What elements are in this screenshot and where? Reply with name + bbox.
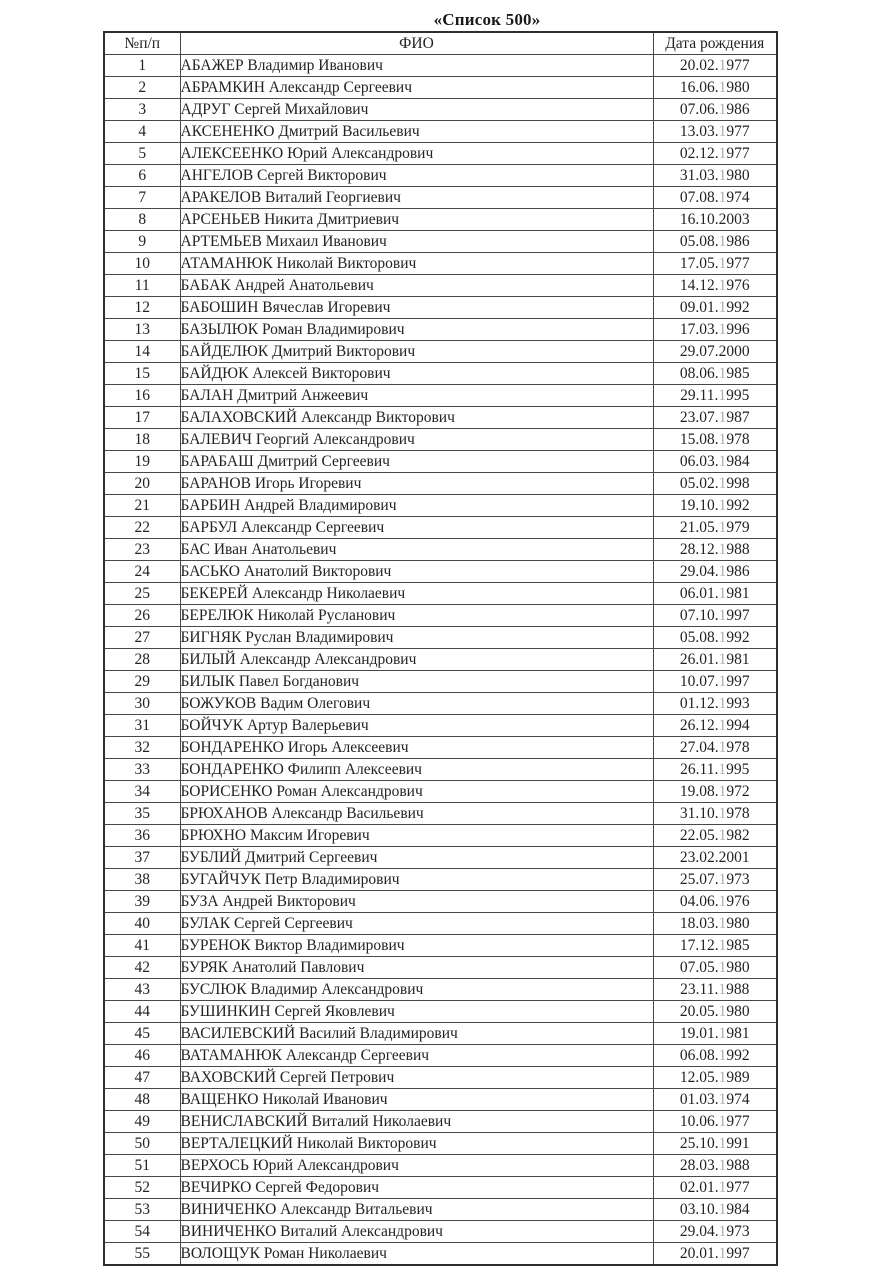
cell-dob: 07.06.1986 [653,99,777,121]
cell-num: 16 [104,385,180,407]
cell-dob: 06.01.1981 [653,583,777,605]
cell-num: 55 [104,1243,180,1266]
cell-num: 17 [104,407,180,429]
cell-name: АЛЕКСЕЕНКО Юрий Александрович [180,143,653,165]
faint-year-digit: 1 [718,255,727,272]
cell-name: ВАСИЛЕВСКИЙ Василий Владимирович [180,1023,653,1045]
cell-name: АБРАМКИН Александр Сергеевич [180,77,653,99]
table-row [104,693,777,715]
table-row [104,539,777,561]
table-row [104,517,777,539]
cell-dob: 01.12.1993 [653,693,777,715]
table-row [104,979,777,1001]
cell-name: БУСЛЮК Владимир Александрович [180,979,653,1001]
cell-name: БУРЕНОК Виктор Владимирович [180,935,653,957]
table-row [104,275,777,297]
cell-name: БАЙДЕЛЮК Дмитрий Викторович [180,341,653,363]
cell-num: 54 [104,1221,180,1243]
cell-dob: 06.08.1992 [653,1045,777,1067]
cell-name: ВЕЧИРКО Сергей Федорович [180,1177,653,1199]
cell-dob: 25.10.1991 [653,1133,777,1155]
cell-dob: 27.04.1978 [653,737,777,759]
faint-year-digit: 1 [718,629,727,646]
faint-year-digit: 1 [718,783,727,800]
table-row [104,297,777,319]
column-header-fio: ФИО [180,32,653,55]
cell-name: БАЛАН Дмитрий Анжеевич [180,385,653,407]
faint-year-digit: 1 [718,1201,727,1218]
cell-num: 45 [104,1023,180,1045]
cell-num: 44 [104,1001,180,1023]
cell-dob: 31.10.1978 [653,803,777,825]
cell-dob: 07.08.1974 [653,187,777,209]
cell-name: ВЕНИСЛАВСКИЙ Виталий Николаевич [180,1111,653,1133]
cell-dob: 17.12.1985 [653,935,777,957]
cell-num: 6 [104,165,180,187]
cell-num: 28 [104,649,180,671]
cell-num: 19 [104,451,180,473]
table-row [104,495,777,517]
cell-num: 2 [104,77,180,99]
cell-name: БАРБУЛ Александр Сергеевич [180,517,653,539]
table-row [104,1023,777,1045]
cell-dob: 28.03.1988 [653,1155,777,1177]
cell-num: 14 [104,341,180,363]
cell-num: 34 [104,781,180,803]
faint-year-digit: 1 [718,497,727,514]
faint-year-digit: 1 [718,805,727,822]
cell-name: БАЛАХОВСКИЙ Александр Викторович [180,407,653,429]
faint-year-digit: 1 [718,651,727,668]
cell-dob: 02.12.1977 [653,143,777,165]
cell-name: АРСЕНЬЕВ Никита Дмитриевич [180,209,653,231]
table-row [104,121,777,143]
faint-year-digit: 1 [718,541,727,558]
cell-dob: 26.11.1995 [653,759,777,781]
cell-num: 32 [104,737,180,759]
cell-dob: 29.04.1973 [653,1221,777,1243]
column-header-dob: Дата рождения [653,32,777,55]
faint-year-digit: 1 [718,189,727,206]
faint-year-digit: 1 [718,1113,727,1130]
cell-name: БРЮХАНОВ Александр Васильевич [180,803,653,825]
cell-name: БУГАЙЧУК Петр Владимирович [180,869,653,891]
faint-year-digit: 1 [718,717,727,734]
faint-year-digit: 1 [718,695,727,712]
cell-num: 51 [104,1155,180,1177]
cell-name: БОНДАРЕНКО Игорь Алексеевич [180,737,653,759]
table-row [104,1155,777,1177]
cell-name: ВЕРТАЛЕЦКИЙ Николай Викторович [180,1133,653,1155]
document-title: «Список 500» [433,10,541,29]
table-row [104,99,777,121]
column-header-num: №п/п [104,32,180,55]
cell-dob: 02.01.1977 [653,1177,777,1199]
cell-num: 22 [104,517,180,539]
faint-year-digit: 1 [718,827,727,844]
cell-name: ВОЛОЩУК Роман Николаевич [180,1243,653,1266]
cell-name: АРТЕМЬЕВ Михаил Иванович [180,231,653,253]
cell-name: БАЙДЮК Алексей Викторович [180,363,653,385]
cell-dob: 21.05.1979 [653,517,777,539]
faint-year-digit: 1 [718,79,727,96]
cell-name: БАБАК Андрей Анатольевич [180,275,653,297]
cell-num: 4 [104,121,180,143]
cell-num: 39 [104,891,180,913]
table-row [104,1243,777,1266]
table-body [104,55,777,1266]
cell-num: 30 [104,693,180,715]
cell-dob: 16.10.2003 [653,209,777,231]
table-row [104,231,777,253]
cell-num: 52 [104,1177,180,1199]
cell-name: БИЛЫК Павел Богданович [180,671,653,693]
cell-num: 21 [104,495,180,517]
faint-year-digit: 1 [718,871,727,888]
faint-year-digit: 1 [718,233,727,250]
table-row [104,627,777,649]
faint-year-digit: 1 [718,959,727,976]
cell-dob: 12.05.1989 [653,1067,777,1089]
cell-name: АНГЕЛОВ Сергей Викторович [180,165,653,187]
faint-year-digit: 1 [718,1025,727,1042]
cell-num: 40 [104,913,180,935]
table-row [104,957,777,979]
faint-year-digit: 1 [718,409,727,426]
cell-name: ВЕРХОСЬ Юрий Александрович [180,1155,653,1177]
cell-name: БОНДАРЕНКО Филипп Алексеевич [180,759,653,781]
table-row [104,77,777,99]
table-row [104,913,777,935]
cell-name: БУБЛИЙ Дмитрий Сергеевич [180,847,653,869]
faint-year-digit: 1 [718,761,727,778]
cell-dob: 23.07.1987 [653,407,777,429]
cell-dob: 22.05.1982 [653,825,777,847]
cell-num: 5 [104,143,180,165]
table-row [104,737,777,759]
faint-year-digit: 1 [718,365,727,382]
cell-name: ВИНИЧЕНКО Виталий Александрович [180,1221,653,1243]
faint-year-digit: 1 [718,321,727,338]
cell-dob: 29.07.2000 [653,341,777,363]
cell-dob: 10.07.1997 [653,671,777,693]
faint-year-digit: 1 [718,299,727,316]
cell-num: 24 [104,561,180,583]
table-row [104,803,777,825]
cell-num: 35 [104,803,180,825]
table-row [104,319,777,341]
cell-name: БАС Иван Анатольевич [180,539,653,561]
cell-dob: 06.03.1984 [653,451,777,473]
cell-num: 47 [104,1067,180,1089]
table-row [104,935,777,957]
cell-num: 31 [104,715,180,737]
cell-name: БУРЯК Анатолий Павлович [180,957,653,979]
table-row [104,209,777,231]
cell-dob: 17.05.1977 [653,253,777,275]
cell-num: 11 [104,275,180,297]
faint-year-digit: 1 [718,1179,727,1196]
cell-dob: 31.03.1980 [653,165,777,187]
cell-name: АБАЖЕР Владимир Иванович [180,55,653,77]
faint-year-digit: 1 [718,145,727,162]
cell-num: 9 [104,231,180,253]
cell-name: АКСЕНЕНКО Дмитрий Васильевич [180,121,653,143]
table-row [104,825,777,847]
faint-year-digit: 1 [718,673,727,690]
faint-year-digit: 1 [718,167,727,184]
table-row [104,1133,777,1155]
cell-dob: 25.07.1973 [653,869,777,891]
cell-num: 15 [104,363,180,385]
cell-num: 46 [104,1045,180,1067]
cell-name: БАЛЕВИЧ Георгий Александрович [180,429,653,451]
table-row [104,583,777,605]
table-row [104,1221,777,1243]
table-row [104,473,777,495]
faint-year-digit: 1 [718,277,727,294]
cell-num: 37 [104,847,180,869]
cell-name: БАЗЫЛЮК Роман Владимирович [180,319,653,341]
cell-dob: 29.04.1986 [653,561,777,583]
faint-year-digit: 1 [718,981,727,998]
table-row [104,1067,777,1089]
faint-year-digit: 1 [718,453,727,470]
faint-year-digit: 1 [718,915,727,932]
cell-num: 48 [104,1089,180,1111]
cell-num: 25 [104,583,180,605]
faint-year-digit: 1 [718,585,727,602]
cell-dob: 19.08.1972 [653,781,777,803]
cell-name: БЕРЕЛЮК Николай Русланович [180,605,653,627]
cell-num: 36 [104,825,180,847]
cell-num: 50 [104,1133,180,1155]
cell-dob: 08.06.1985 [653,363,777,385]
cell-name: БУЛАК Сергей Сергеевич [180,913,653,935]
table-row [104,429,777,451]
cell-num: 41 [104,935,180,957]
cell-name: ВАХОВСКИЙ Сергей Петрович [180,1067,653,1089]
cell-name: ВАЩЕНКО Николай Иванович [180,1089,653,1111]
table-row [104,165,777,187]
cell-dob: 07.05.1980 [653,957,777,979]
faint-year-digit: 1 [718,607,727,624]
cell-name: БУЗА Андрей Викторович [180,891,653,913]
table-row [104,649,777,671]
cell-dob: 01.03.1974 [653,1089,777,1111]
cell-num: 26 [104,605,180,627]
table-row [104,1177,777,1199]
cell-dob: 17.03.1996 [653,319,777,341]
cell-num: 23 [104,539,180,561]
faint-year-digit: 1 [718,937,727,954]
cell-num: 10 [104,253,180,275]
cell-num: 20 [104,473,180,495]
cell-name: ВАТАМАНЮК Александр Сергеевич [180,1045,653,1067]
cell-name: БЕКЕРЕЙ Александр Николаевич [180,583,653,605]
cell-name: АДРУГ Сергей Михайлович [180,99,653,121]
cell-num: 18 [104,429,180,451]
cell-num: 7 [104,187,180,209]
faint-year-digit: 1 [718,123,727,140]
cell-dob: 13.03.1977 [653,121,777,143]
cell-num: 53 [104,1199,180,1221]
cell-dob: 05.08.1992 [653,627,777,649]
cell-name: БИГНЯК Руслан Владимирович [180,627,653,649]
cell-dob: 23.11.1988 [653,979,777,1001]
cell-num: 8 [104,209,180,231]
cell-dob: 05.02.1998 [653,473,777,495]
faint-year-digit: 1 [718,739,727,756]
table-row [104,143,777,165]
cell-dob: 26.12.1994 [653,715,777,737]
table-row [104,407,777,429]
cell-name: БАРАБАШ Дмитрий Сергеевич [180,451,653,473]
table-row [104,385,777,407]
faint-year-digit: 1 [718,563,727,580]
cell-dob: 23.02.2001 [653,847,777,869]
cell-dob: 03.10.1984 [653,1199,777,1221]
header-row [104,32,777,55]
table-row [104,781,777,803]
cell-dob: 19.01.1981 [653,1023,777,1045]
faint-year-digit: 1 [718,1047,727,1064]
table-row [104,451,777,473]
table-row [104,1045,777,1067]
faint-year-digit: 1 [718,1223,727,1240]
table-row [104,363,777,385]
cell-num: 38 [104,869,180,891]
cell-dob: 09.01.1992 [653,297,777,319]
cell-num: 12 [104,297,180,319]
cell-num: 33 [104,759,180,781]
faint-year-digit: 1 [718,1135,727,1152]
table-row [104,1111,777,1133]
cell-dob: 19.10.1992 [653,495,777,517]
cell-dob: 20.05.1980 [653,1001,777,1023]
faint-year-digit: 1 [718,475,727,492]
cell-dob: 10.06.1977 [653,1111,777,1133]
cell-num: 1 [104,55,180,77]
cell-num: 27 [104,627,180,649]
faint-year-digit: 1 [718,1245,727,1262]
cell-name: БОЙЧУК Артур Валерьевич [180,715,653,737]
table-row [104,253,777,275]
cell-name: БРЮХНО Максим Игоревич [180,825,653,847]
cell-dob: 18.03.1980 [653,913,777,935]
faint-year-digit: 1 [718,893,727,910]
table-row [104,715,777,737]
table-row [104,605,777,627]
faint-year-digit: 1 [718,101,727,118]
faint-year-digit: 1 [718,431,727,448]
cell-name: БОЖУКОВ Вадим Олегович [180,693,653,715]
cell-dob: 20.01.1997 [653,1243,777,1266]
table-row [104,671,777,693]
faint-year-digit: 1 [718,1157,727,1174]
table-row [104,847,777,869]
cell-name: БАРБИН Андрей Владимирович [180,495,653,517]
cell-dob: 14.12.1976 [653,275,777,297]
table-row [104,869,777,891]
cell-name: БАСЬКО Анатолий Викторович [180,561,653,583]
cell-name: БИЛЫЙ Александр Александрович [180,649,653,671]
cell-dob: 05.08.1986 [653,231,777,253]
table-row [104,187,777,209]
list-table [103,31,778,1266]
cell-dob: 26.01.1981 [653,649,777,671]
cell-num: 42 [104,957,180,979]
cell-dob: 07.10.1997 [653,605,777,627]
cell-num: 49 [104,1111,180,1133]
table-row [104,341,777,363]
cell-dob: 04.06.1976 [653,891,777,913]
cell-dob: 29.11.1995 [653,385,777,407]
cell-name: БУШИНКИН Сергей Яковлевич [180,1001,653,1023]
cell-dob: 20.02.1977 [653,55,777,77]
table-row [104,759,777,781]
faint-year-digit: 1 [718,1091,727,1108]
cell-dob: 28.12.1988 [653,539,777,561]
cell-dob: 15.08.1978 [653,429,777,451]
cell-num: 29 [104,671,180,693]
table-row [104,55,777,77]
table-row [104,1199,777,1221]
cell-dob: 16.06.1980 [653,77,777,99]
table-row [104,1001,777,1023]
faint-year-digit: 1 [718,519,727,536]
cell-name: АРАКЕЛОВ Виталий Георгиевич [180,187,653,209]
cell-name: БАРАНОВ Игорь Игоревич [180,473,653,495]
cell-name: БАБОШИН Вячеслав Игоревич [180,297,653,319]
table-row [104,1089,777,1111]
faint-year-digit: 1 [718,1003,727,1020]
faint-year-digit: 1 [718,1069,727,1086]
cell-name: БОРИСЕНКО Роман Александрович [180,781,653,803]
cell-num: 3 [104,99,180,121]
cell-name: ВИНИЧЕНКО Александр Витальевич [180,1199,653,1221]
faint-year-digit: 1 [718,57,727,74]
table-row [104,561,777,583]
faint-year-digit: 1 [718,387,727,404]
cell-num: 13 [104,319,180,341]
table-row [104,891,777,913]
cell-name: АТАМАНЮК Николай Викторович [180,253,653,275]
cell-num: 43 [104,979,180,1001]
